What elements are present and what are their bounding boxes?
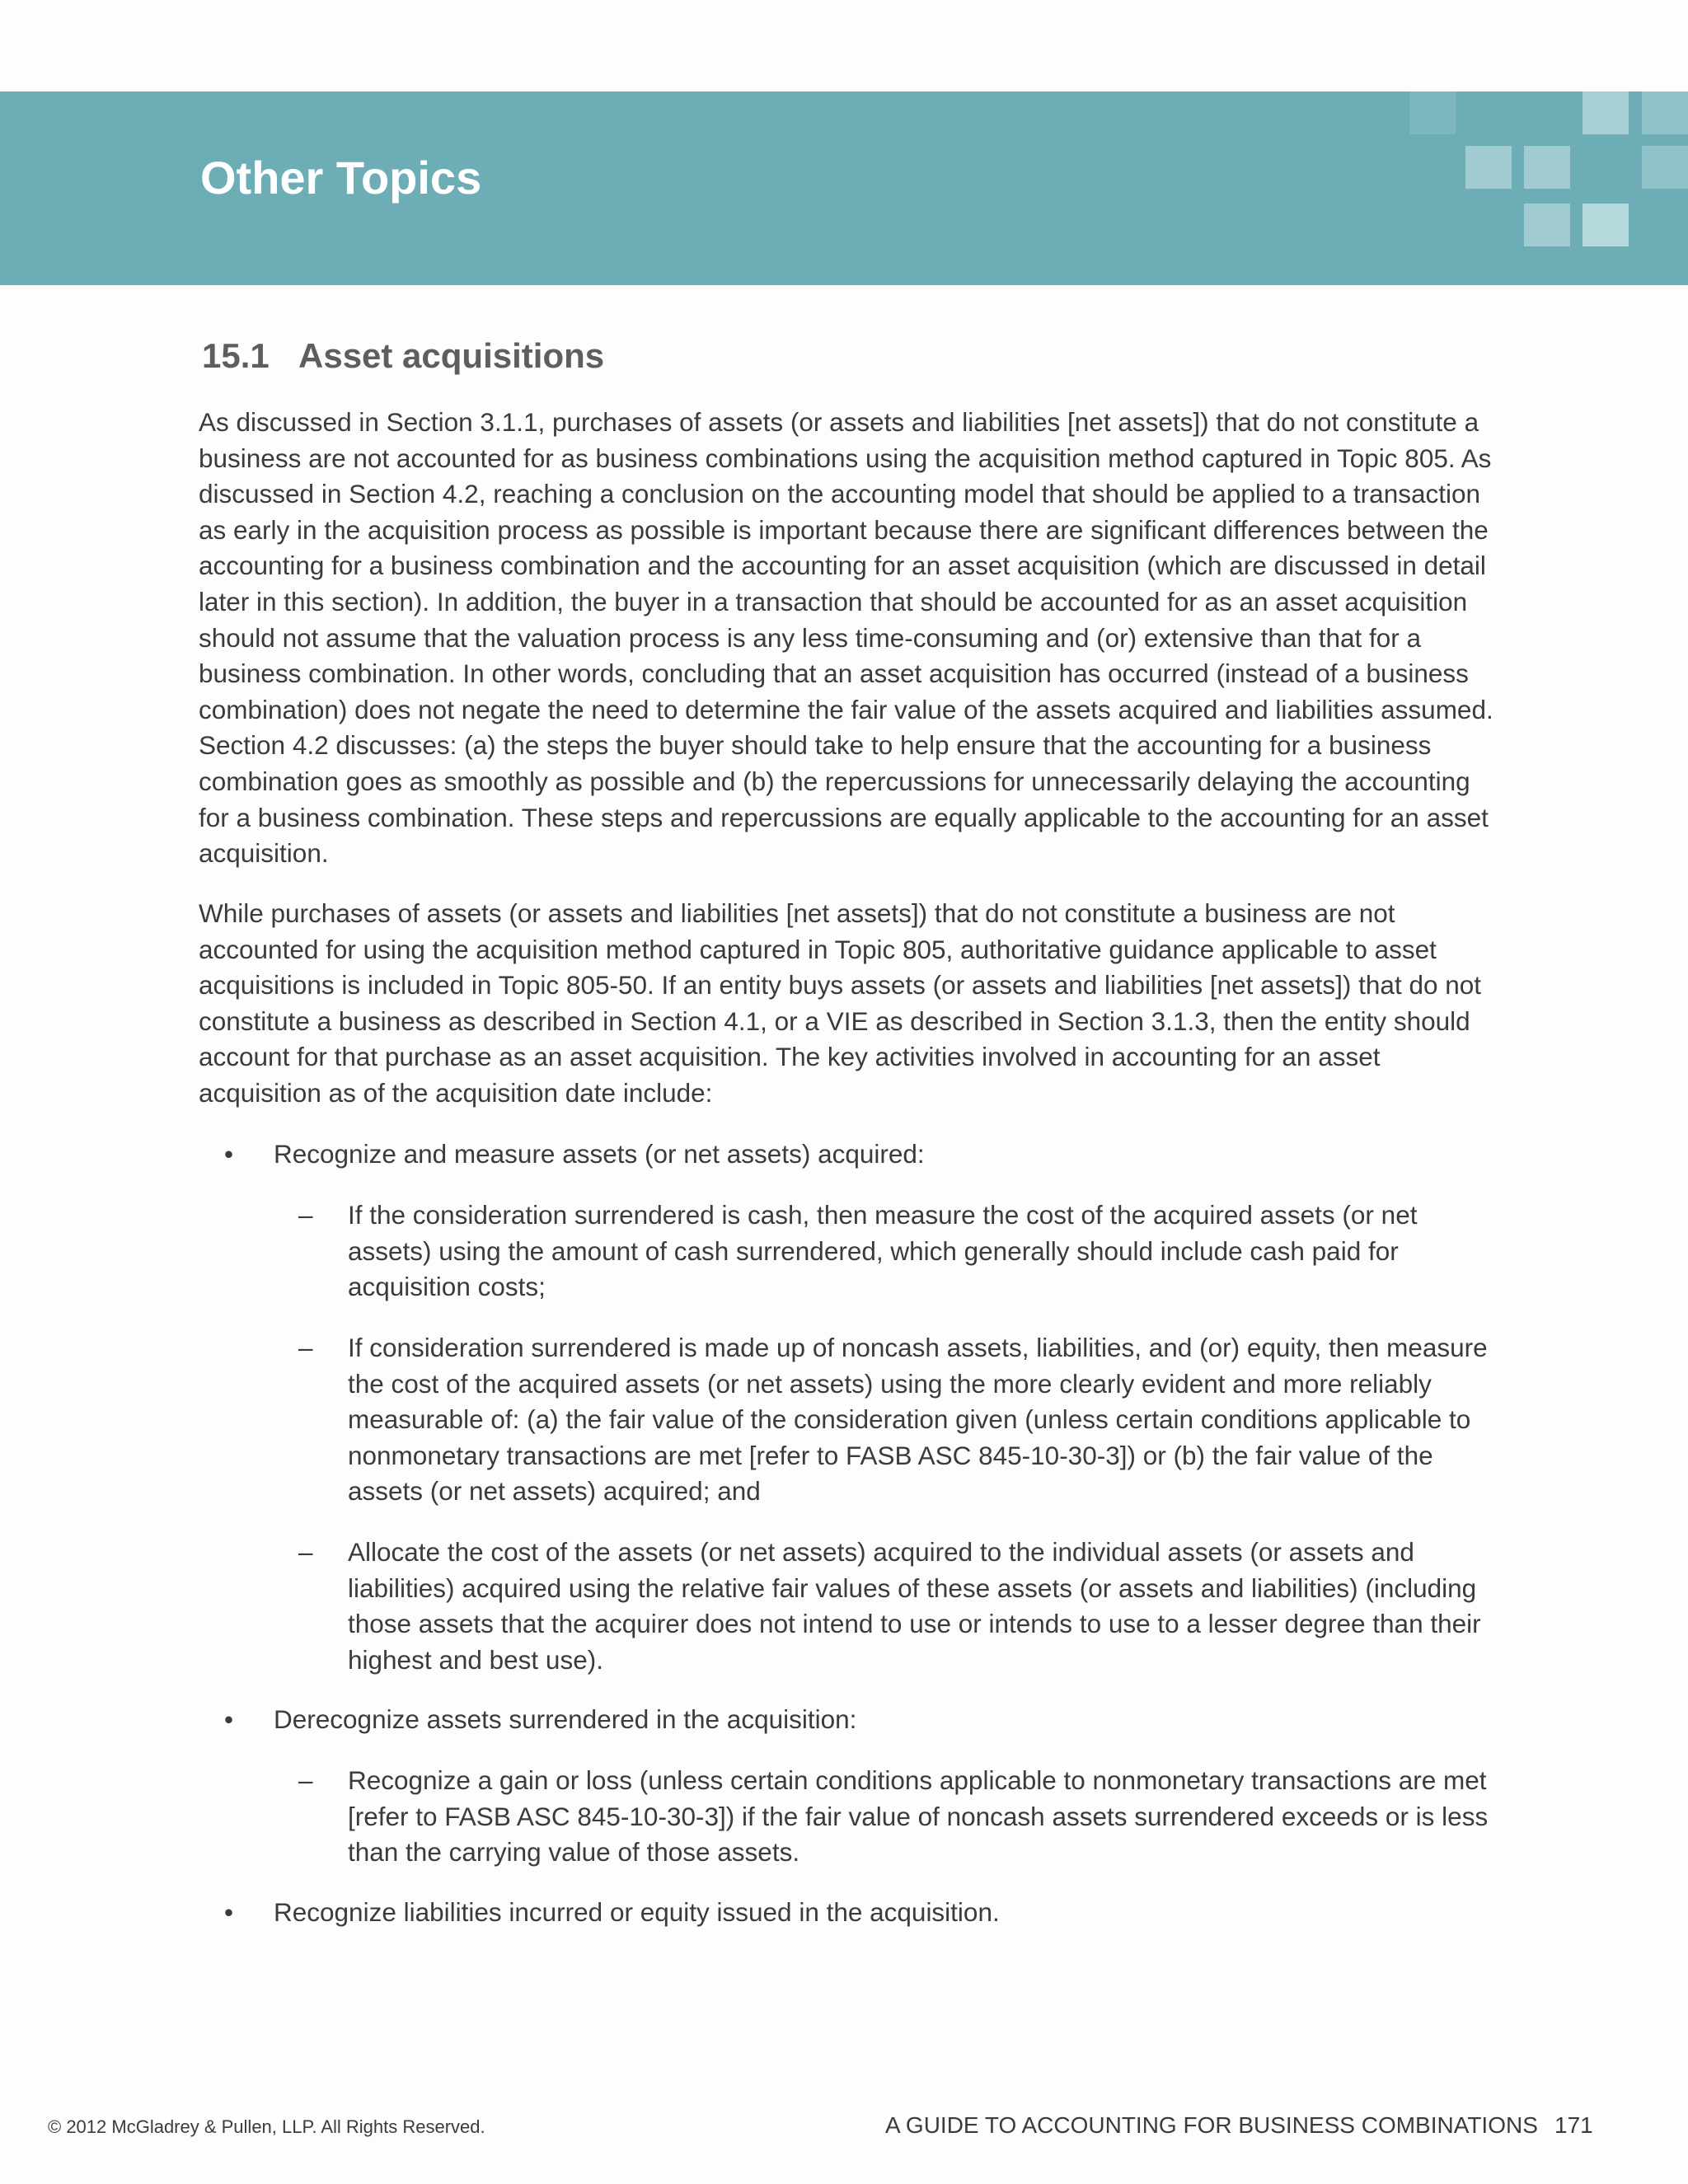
- decorative-square: [1409, 91, 1456, 134]
- decorative-square: [1524, 204, 1570, 246]
- footer-copyright: © 2012 McGladrey & Pullen, LLP. All Rights Reserved.: [48, 2116, 485, 2137]
- list-item: Recognize liabilities incurred or equity issued in the acquisition.: [274, 1897, 1000, 1927]
- sub-list-item: If the consideration surrendered is cash, then measure the cost of the acquired assets (or net assets) using the amount of cash surrendered, which generally should include cash paid for acquisition costs;: [348, 1200, 1418, 1302]
- decorative-square: [1642, 91, 1688, 134]
- section-number: 15.1: [202, 336, 270, 375]
- page-title: Other Topics: [200, 152, 482, 204]
- sub-list-item: Recognize a gain or loss (unless certain conditions applicable to nonmonetary transactions are met [refer to FASB ASC 845-10-30-3]) if the fair value of noncash assets surrendered exceeds or is less than the carrying value of those assets.: [348, 1765, 1489, 1868]
- footer-guide-title: A GUIDE TO ACCOUNTING FOR BUSINESS COMBINATIONS: [885, 2112, 1538, 2138]
- dash-mark: –: [298, 1200, 313, 1230]
- decorative-square: [1582, 91, 1629, 134]
- page-number: 171: [1554, 2112, 1593, 2138]
- sub-list-item: Allocate the cost of the assets (or net assets) acquired to the individual assets (or assets and liabilities) acquired using the relative fair values of these assets (or assets and liabilities) (including those assets that the acquirer does not intend to use or intends to use to a lesser degree than their highest and best use).: [348, 1537, 1481, 1675]
- decorative-square: [1582, 204, 1629, 246]
- decorative-square: [1465, 146, 1512, 189]
- dash-mark: –: [298, 1537, 313, 1567]
- dash-mark: –: [298, 1765, 313, 1795]
- paragraph: While purchases of assets (or assets and liabilities [net assets]) that do not constitute a business are not accounted for using the acquisition method captured in Topic 805, authoritative guidance applicable to asset acquisitions is included in Topic 805-50. If an entity buys assets (or assets and liabilities [net assets]) that do not constitute a business as described in Section 4.1, or a VIE as described in Section 3.1.3, then the entity should account for that purchase as an asset acquisition. The key activities involved in accounting for an asset acquisition as of the acquisition date include:: [199, 898, 1482, 1108]
- header-banner: [0, 91, 1688, 285]
- sub-list-item: If consideration surrendered is made up of noncash assets, liabilities, and (or) equity, then measure the cost of the acquired assets (or net assets) using the more clearly evident and more reliably measurable of: (a) the fair value of the consideration given (unless certain conditions applicable to nonmonetary transactions are met [refer to FASB ASC 845-10-30-3]) or (b) the fair value of the assets (or net assets) acquired; and: [348, 1333, 1488, 1507]
- dash-mark: –: [298, 1333, 313, 1362]
- paragraph: As discussed in Section 3.1.1, purchases of assets (or assets and liabilities [net assets]) that do not constitute a business are not accounted for as business combinations using the acquisition method captured in Topic 805. As discussed in Section 4.2, reaching a conclusion on the accounting model that should be applied to a transaction as early in the acquisition process as possible is important because there are significant differences between the accounting for a business combination and the accounting for an asset acquisition (which are discussed in detail later in this section). In addition, the buyer in a transaction that should be accounted for as an asset acquisition should not assume that the valuation process is any less time-consuming and (or) extensive than that for a business combination. In other words, concluding that an asset acquisition has occurred (instead of a business combination) does not negate the need to determine the fair value of the assets acquired and liabilities assumed. Section 4.2 discusses: (a) the steps the buyer should take to help ensure that the accounting for a business combination goes as smoothly as possible and (b) the repercussions for unnecessarily delaying the accounting for a business combination. These steps and repercussions are equally applicable to the accounting for an asset acquisition.: [199, 407, 1493, 869]
- section-title: Asset acquisitions: [298, 336, 605, 375]
- list-item: Recognize and measure assets (or net assets) acquired:: [274, 1139, 925, 1169]
- bullet-mark: •: [224, 1704, 234, 1734]
- section-heading: [202, 336, 604, 376]
- bullet-mark: •: [224, 1897, 234, 1927]
- list-item: Derecognize assets surrendered in the acquisition:: [274, 1704, 857, 1734]
- decorative-square: [1524, 146, 1570, 189]
- decorative-square: [1642, 146, 1688, 189]
- bullet-mark: •: [224, 1139, 234, 1169]
